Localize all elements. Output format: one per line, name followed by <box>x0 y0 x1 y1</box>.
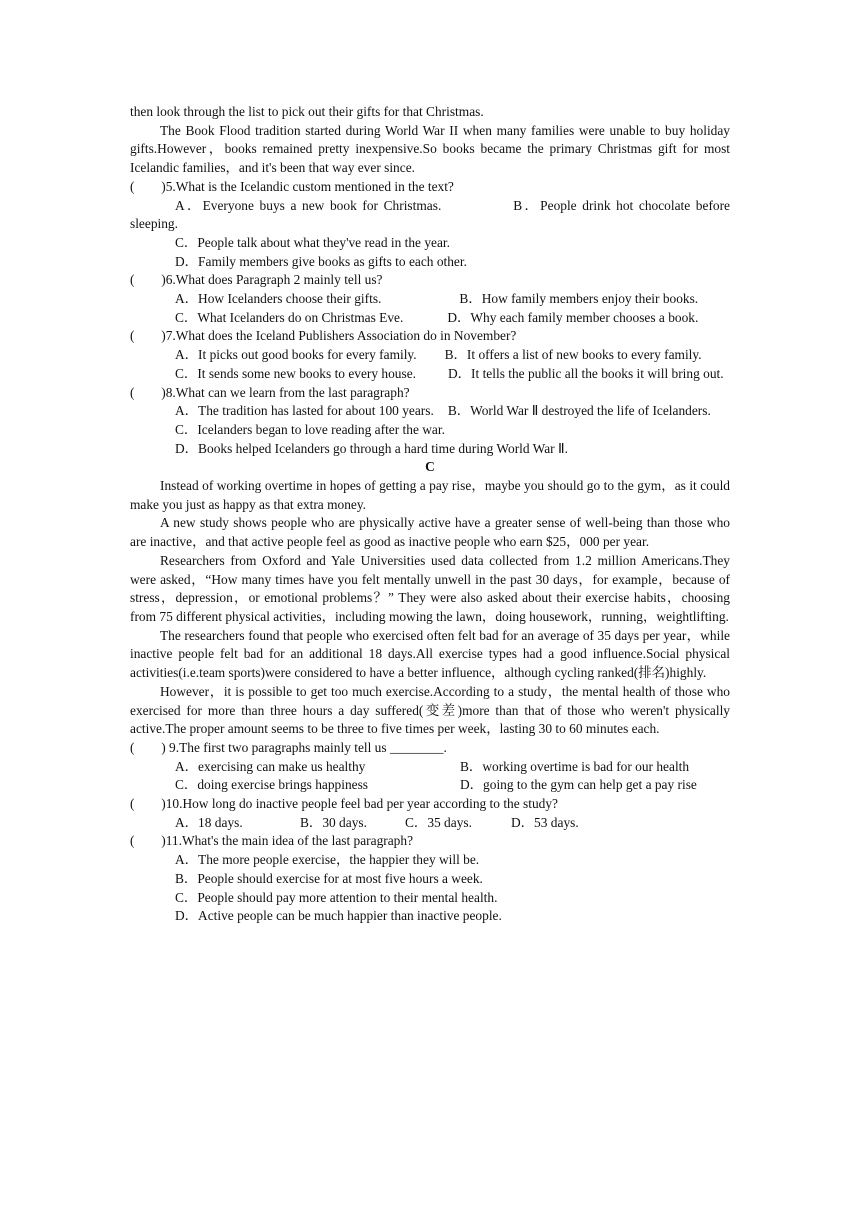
question-9-stem: ( ) 9.The first two paragraphs mainly tell us ________. <box>130 739 447 755</box>
option-c: C．35 days. <box>405 814 472 830</box>
passage-c-paragraph-3: Researchers from Oxford and Yale Universities used data collected from 1.2 million Americans.They were asked，“How many times have you felt mentally unwell in the past 30 days，for example，because of stress，depression，or emotional problems？” They were also asked about their exercise habits，choosing from 75 different physical activities，including mowing the lawn，doing housework，running，weightlifting. <box>130 552 730 624</box>
question-9-options-ab <box>130 758 730 777</box>
option-d: D．Books helped Icelanders go through a hard time during World War Ⅱ. <box>175 440 568 456</box>
question-5-stem: ( )5.What is the Icelandic custom mentioned in the text? <box>130 178 454 194</box>
option-d: D．It tells the public all the books it will bring out. <box>448 365 724 381</box>
option-a: A．How Icelanders choose their gifts. <box>175 291 382 307</box>
option-d: D．Active people can be much happier than inactive people. <box>175 908 502 924</box>
option-b: B．working overtime is bad for our health <box>460 758 690 774</box>
option-a: A．Everyone buys a new book for Christmas. <box>175 197 442 213</box>
question-6-stem: ( )6.What does Paragraph 2 mainly tell us? <box>130 272 383 288</box>
question-10-options <box>130 814 730 833</box>
option-d: D．Family members give books as gifts to each other. <box>175 253 467 269</box>
option-c: C．Icelanders began to love reading after the war. <box>175 421 445 437</box>
option-a: A．The more people exercise，the happier they will be. <box>175 852 480 868</box>
passage-b-line: then look through the list to pick out their gifts for that Christmas. <box>130 104 484 119</box>
option-c: C．It sends some new books to every house. <box>175 365 416 381</box>
document-page <box>130 103 730 926</box>
option-b: B．How family members enjoy their books. <box>459 291 699 307</box>
passage-c-paragraph-4: The researchers found that people who exercised often felt bad for an average of 35 days per year，while inactive people felt bad for an additional 18 days.All exercise types had a good influence.Social physical activities(i.e.team sports)were considered to have a better influence，although cycling ranked(排名)highly. <box>130 627 730 681</box>
option-c: C．People talk about what they've read in the year. <box>175 234 450 250</box>
question-6-options-ab <box>130 290 730 309</box>
option-b: B．People should exercise for at most five hours a week. <box>175 870 483 886</box>
passage-c-paragraph-5: However，it is possible to get too much exercise.According to a study，the mental health of those who exercised for more than three hours a day suffered(变差)more than that of those who weren't physically active.The proper amount seems to be three to five times per week，lasting 30 to 60 minutes each. <box>130 683 730 737</box>
option-c: C．People should pay more attention to their mental health. <box>175 889 498 905</box>
question-8-stem: ( )8.What can we learn from the last paragraph? <box>130 384 410 400</box>
question-8-options-ab <box>130 402 730 421</box>
option-b: B．It offers a list of new books to every family. <box>444 347 702 363</box>
option-b: B．People drink hot chocolate before sleeping. <box>130 197 731 232</box>
option-a: A．The tradition has lasted for about 100 years. <box>175 403 434 419</box>
passage-c-paragraph-1: Instead of working overtime in hopes of getting a pay rise，maybe you should go to the gym，as it could make you just as happy as that extra money. <box>130 478 730 512</box>
question-9-options-cd <box>130 776 730 795</box>
option-c: C．What Icelanders do on Christmas Eve. <box>175 309 404 325</box>
passage-c-paragraph-2: A new study shows people who are physically active have a greater sense of well-being than those who are inactive，and that active people feel as good as inactive people who earn $25，000 per year. <box>130 515 730 550</box>
option-b: B．World War Ⅱ destroyed the life of Icelanders. <box>447 403 711 419</box>
question-6-options-cd <box>130 309 730 328</box>
option-a: A．It picks out good books for every family. <box>175 347 417 363</box>
option-a: A．exercising can make us healthy <box>175 758 366 774</box>
option-b: B．30 days. <box>300 814 367 830</box>
question-11-stem: ( )11.What's the main idea of the last paragraph? <box>130 833 414 849</box>
question-10-stem: ( )10.How long do inactive people feel bad per year according to the study? <box>130 796 558 812</box>
option-d: D．going to the gym can help get a pay rise <box>460 777 697 793</box>
option-d: D．Why each family member chooses a book. <box>447 309 699 325</box>
question-5-options-ab <box>130 197 730 234</box>
question-7-options-cd <box>130 365 730 384</box>
option-c: C．doing exercise brings happiness <box>175 777 369 793</box>
section-heading: C <box>425 459 435 475</box>
option-a: A．18 days. <box>175 814 243 830</box>
question-7-stem: ( )7.What does the Iceland Publishers Association do in November? <box>130 328 517 344</box>
passage-b-paragraph: The Book Flood tradition started during World War II when many families were unable to buy holiday gifts.However，books remained pretty inexpensive.So books became the primary Christmas gift for most Icelandic families，and it's been that way ever since. <box>130 122 730 176</box>
question-7-options-ab <box>130 346 730 365</box>
option-d: D．53 days. <box>511 814 579 830</box>
